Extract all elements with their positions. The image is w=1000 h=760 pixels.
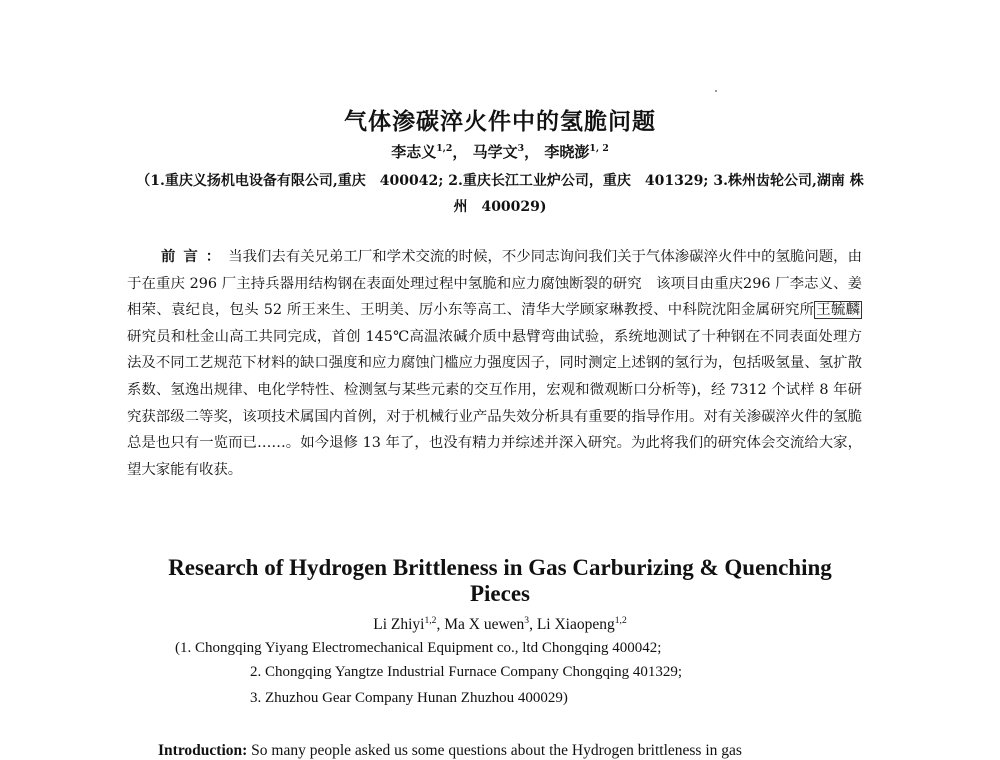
intro-label: 前言：	[161, 248, 229, 265]
author-separator: ,	[436, 616, 445, 633]
author-name: Li Xiaopeng	[536, 616, 615, 633]
intro-text: 当我们去有关兄弟工厂和学术交流的时候，不少同志询问我们关于气体渗碳淬火件中的氢脆问题，由于在重庆 296 厂主持兵器用结构钢在表面处理过程中氢脆和应力腐蚀断裂的研究 该项目由重庆296 厂李志义、姜相荣、袁纪良，包头 52 所王来生、王明美、厉小东等高工、清华大学顾家琳教授、中科院沈阳金属研究所	[127, 249, 862, 319]
intro-text: So many people asked us some questions about the Hydrogen brittleness in gas	[251, 742, 742, 759]
chinese-introduction	[127, 244, 862, 483]
english-authors	[0, 616, 1000, 634]
author-affiliation-mark: 1,2	[614, 614, 627, 626]
boxed-name: 王毓麟	[816, 302, 860, 319]
author-name: 马学文	[472, 143, 518, 161]
author-separator: ，	[452, 143, 473, 161]
author-separator: ，	[524, 143, 545, 161]
author-affiliation-mark: 1,2	[436, 143, 453, 154]
author-separator: ,	[529, 616, 537, 633]
author-affiliation-mark: 3	[524, 614, 530, 626]
author-name: Ma X uewen	[444, 616, 525, 633]
chinese-authors	[0, 141, 1000, 162]
intro-text: 研究员和杜金山高工共同完成，首创 145℃高温浓碱介质中悬臂弯曲试验，系统地测试了十种钢在不同表面处理方法及不同工艺规范下材料的缺口强度和应力腐蚀门槛应力强度因子，同时测定上述钢的氢行为，包括吸氢量、氢扩散系数、氢逸出规律、电化学特性、检测氢与某些元素的交互作用，宏观和微观断口分析等)，经 7312 个试样 8 年研究获部级二等奖，该项技术属国内首例，对于机械行业产品失效分析具有重要的指导作用。对有关渗碳淬火件的氢脆总是也只有一览而已……。如今退修 13 年了，也没有精力并综述并深入研究。为此将我们的研究体会交流给大家，望大家能有收获。	[127, 328, 862, 478]
chinese-affiliations: （1.重庆义扬机电设备有限公司,重庆 400042; 2.重庆长江工业炉公司，重庆 401329; 3.株州齿轮公司,湖南 株州 400029)	[136, 173, 864, 215]
english-title: Research of Hydrogen Brittleness in Gas Carburizing & Quenching Pieces	[168, 555, 832, 606]
author-name: 李晓澎	[544, 143, 590, 161]
author-name: Li Zhiyi	[373, 616, 425, 633]
intro-label: Introduction:	[158, 742, 248, 759]
english-affiliation-2: 2. Chongqing Yangtze Industrial Furnace Company Chongqing 401329;	[250, 664, 683, 680]
english-affiliation-3: 3. Zhuzhou Gear Company Hunan Zhuzhou 400029)	[250, 690, 568, 706]
chinese-title: 气体渗碳淬火件中的氢脆问题	[344, 108, 656, 135]
english-affiliation-1: (1. Chongqing Yiyang Electromechanical Equipment co., ltd Chongqing 400042;	[175, 640, 662, 656]
scan-speck	[715, 90, 717, 92]
english-introduction	[158, 742, 858, 760]
author-affiliation-mark: 3	[517, 143, 525, 154]
author-affiliation-mark: 1, 2	[589, 143, 609, 154]
author-affiliation-mark: 1,2	[424, 614, 437, 626]
author-name: 李志义	[391, 143, 437, 161]
